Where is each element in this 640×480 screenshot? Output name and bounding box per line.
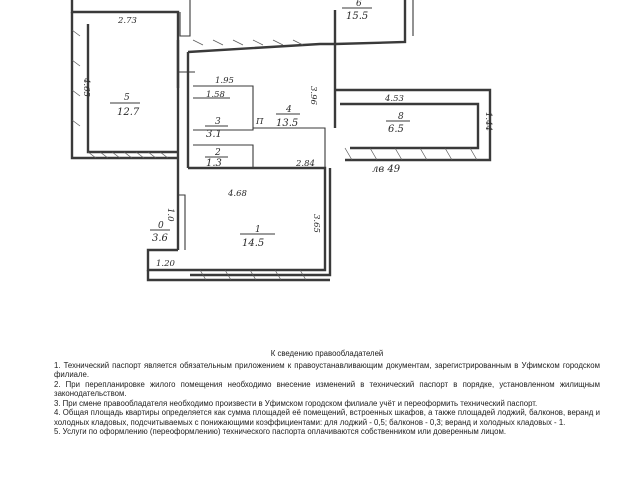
- dimensions: [81, 16, 493, 269]
- room-5-area: 12.7: [117, 107, 140, 118]
- room-6-number: 6: [356, 0, 362, 9]
- room-1-area: 14.5: [242, 238, 265, 249]
- dim-label: 3.96: [308, 86, 318, 105]
- room-6-area: 15.5: [346, 11, 369, 22]
- room-5-number: 5: [124, 93, 130, 103]
- room-1: [240, 225, 275, 249]
- note-item-3: 3. При смене правообладателя необходимо произвести в Уфимском городском филиале учёт и переоформить технический паспорт.: [54, 398, 538, 408]
- dim-label: 2.84: [296, 159, 315, 169]
- wall-hatching: [72, 30, 477, 280]
- walls: [72, 0, 490, 280]
- dim-label: 4.65: [81, 78, 91, 97]
- room-3-number: 3: [215, 117, 221, 127]
- room-0-area: 3.6: [152, 233, 168, 244]
- room-8-number: 8: [398, 112, 404, 122]
- dim-label: 1.0: [165, 208, 175, 222]
- room-8: [386, 112, 410, 135]
- note-item-2: 2. При перепланировке жилого помещения необходимо внесение изменений в технический паспорт в порядке, установленном жилищным законодательством.: [54, 379, 600, 398]
- notes-heading: К сведению правообладателей: [270, 349, 384, 358]
- notes-block: [54, 349, 600, 437]
- room-3: [205, 117, 228, 140]
- mark-49: лв 49: [372, 164, 401, 175]
- dim-label: 4.68: [228, 189, 247, 199]
- room-4: [276, 105, 300, 129]
- room-0: [150, 221, 170, 244]
- room-3-area: 3.1: [206, 129, 222, 140]
- room-8-area: 6.5: [388, 124, 404, 135]
- dim-label: 1.58: [206, 90, 225, 100]
- room-4-area: 13.5: [276, 118, 299, 129]
- room-2-area: 1.3: [206, 158, 222, 169]
- dim-label: 1.95: [215, 76, 234, 86]
- dim-label: 2.73: [118, 16, 137, 26]
- room-4-number: 4: [286, 105, 292, 115]
- dim-label: 1.20: [156, 259, 175, 269]
- room-6: [342, 0, 372, 22]
- dim-label: 3.65: [311, 214, 321, 233]
- note-item-5: 5. Услуги по оформлению (переоформлению) технического паспорта оплачиваются собственником или доверенным лицом.: [54, 427, 507, 436]
- room-2: [205, 148, 228, 169]
- note-item-4: 4. Общая площадь квартиры определяется как сумма площадей её помещений, встроенных шкафов, а также площадей лоджий, балконов, веранд и холодных кладовых, подсчитываемых с понижающими коэффициентами: для лоджий - 0,5; балконов - 0,3; веранд и холодных кладовых - 1.: [54, 408, 600, 427]
- dim-label: 4.53: [385, 94, 404, 104]
- room-0-number: 0: [158, 221, 164, 231]
- door-mark: П: [256, 117, 264, 127]
- room-1-number: 1: [255, 225, 261, 235]
- note-item-1: 1. Технический паспорт является обязательным приложением к правоустанавливающим документам, зарегистрированным в Уфимском городском филиале.: [54, 360, 600, 379]
- room-5: [110, 93, 140, 118]
- dim-label: 1.44: [483, 112, 493, 131]
- room-2-number: 2: [215, 148, 221, 158]
